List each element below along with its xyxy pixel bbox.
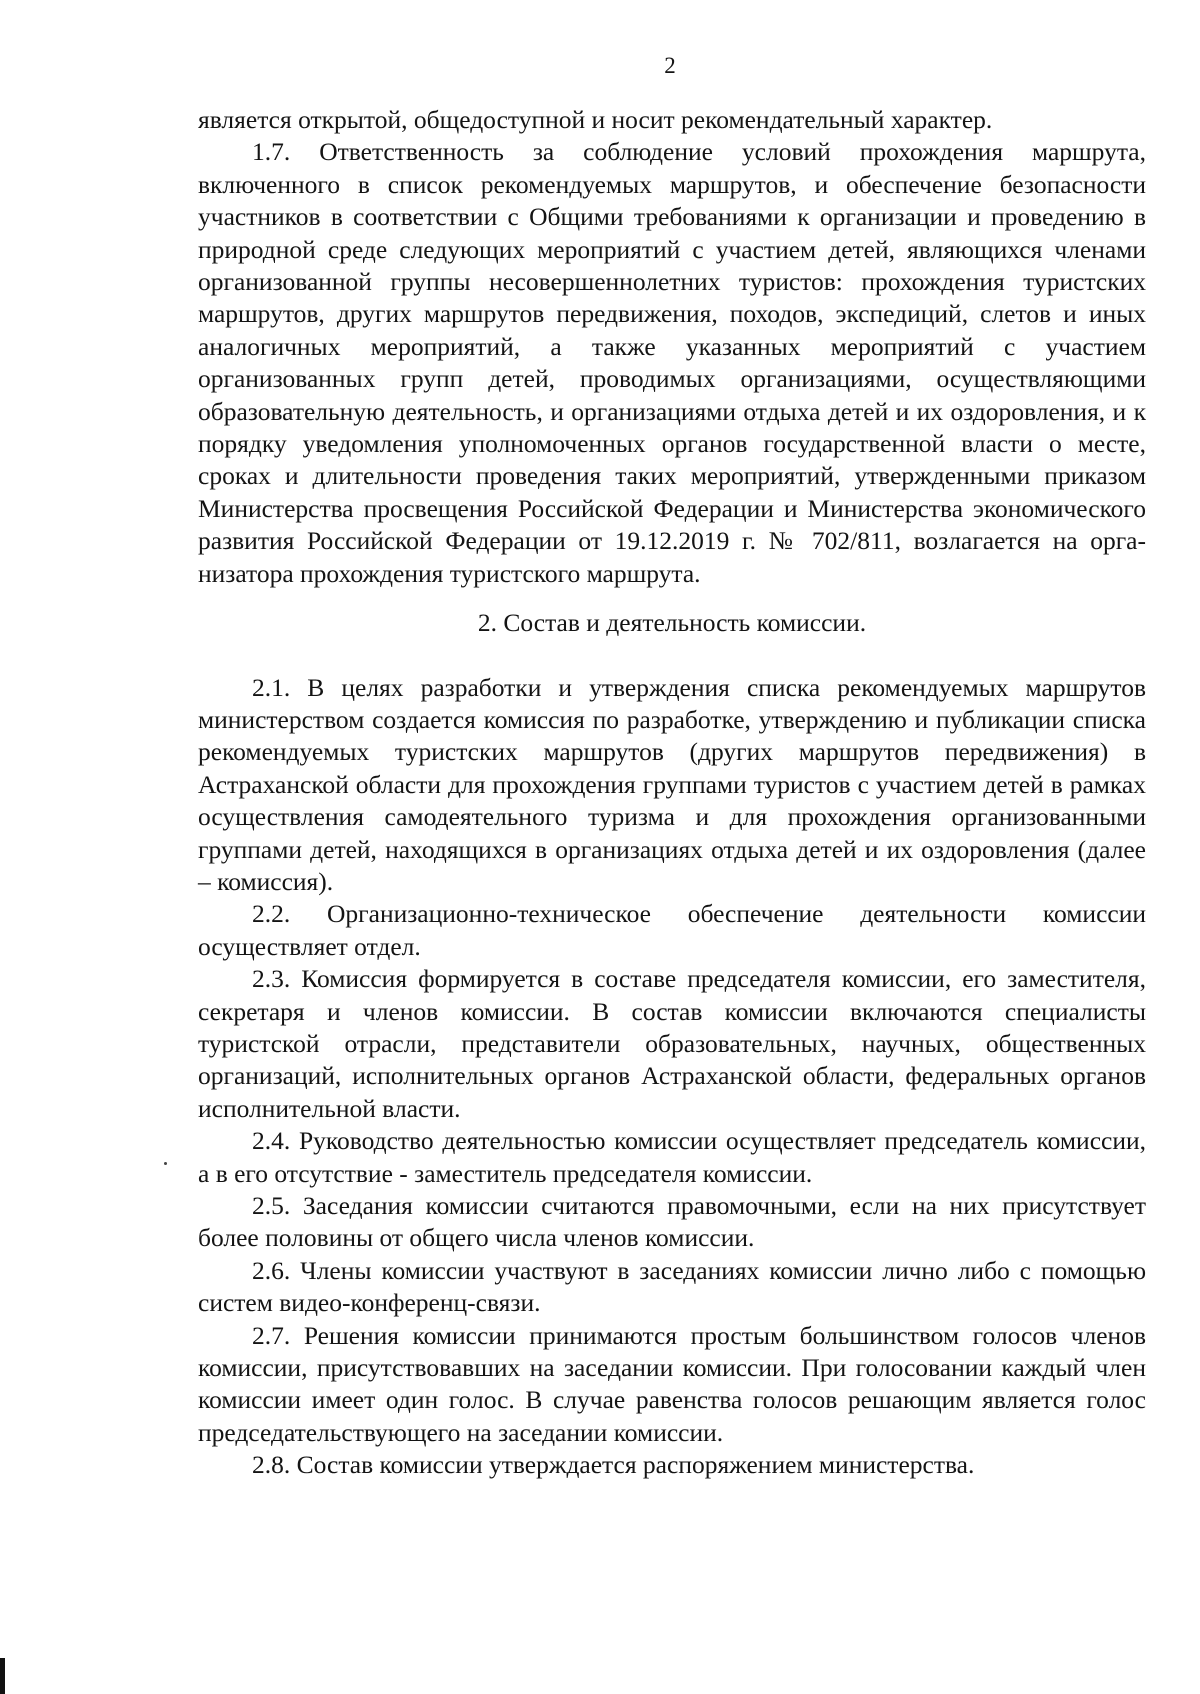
paragraph-2-5: 2.5. Заседания комиссии считаются правомочными, если на них присутствует более половины от общего числа членов комиссии. — [198, 1191, 1146, 1253]
section-heading: 2. Состав и деятельность комиссии. — [477, 608, 867, 638]
paragraph-2-7: 2.7. Решения комиссии принимаются простым большинством голосов членов комиссии, присутствовавших на заседании комиссии. При голосовании каждый член комиссии имеет один голос. В случае равенства голосов решающим является голос председательствующего на заседании комиссии. — [198, 1320, 1146, 1447]
paragraph-2-2: 2.2. Организационно-техническое обеспечение деятельности комиссии осуществляет отдел. — [198, 899, 1146, 961]
paragraph-2-6: 2.6. Члены комиссии участвуют в заседаниях комиссии лично либо с помощью систем видео-конференц-связи. — [198, 1255, 1146, 1318]
scan-speck — [164, 1162, 167, 1165]
document-body — [198, 104, 1146, 1482]
paragraph-2-3: 2.3. Комиссия формируется в составе председателя комиссии, его заместителя, секретаря и членов комиссии. В состав комиссии включаются специалисты туристской отрасли, представители образовательных, научных, общественных организаций, исполнительных органов Астраханской области, федеральных органов исполнительной власти. — [198, 964, 1146, 1123]
page-number: 2 — [664, 53, 676, 78]
paragraph-2-1: 2.1. В целях разработки и утверждения списка рекомендуемых маршрутов министерством создается комиссия по разработке, утверждению и публикации списка рекомендуемых туристских маршрутов (других маршрутов передвижения) в Астраханской области для прохождения группами туристов с участием детей в рамках осуществления самодеятельного туризма и для прохождения организованными группами детей, находящихся в организациях отдыха детей и их оздоровления (далее – комиссия). — [198, 672, 1146, 896]
paragraph-2-8: 2.8. Состав комиссии утверждается распоряжением министерства. — [252, 1450, 975, 1480]
paragraph-1-7: 1.7. Ответственность за соблюдение условий прохождения маршрута, включенного в список рекомендуемых маршрутов, и обеспечение безопасности участников в соответствии с Общими требованиями к организации и проведению в природной среде следующих мероприятий с участием детей, являющихся членами организованной группы несовершеннолетних туристов: прохождения туристских маршрутов, других маршрутов передвижения, походов, экспедиций, слетов и иных аналогичных мероприятий, а также указанных мероприятий с участием организованных групп детей, проводимых организациями, осуществляющими образовательную деятельность, и организациями отдыха детей и их оздоровления, и к порядку уведомления уполномоченных органов государственной власти о месте, сроках и длительности проведения таких мероприятий, утвержденными приказом Министерства просвещения Российской Федерации и Министерства экономического развития Российской Федерации от 19.12.2019 г. № 702/811, возлагается на организатора прохождения туристского маршрута. — [198, 137, 1146, 588]
scan-edge-mark — [0, 1658, 5, 1694]
paragraph-continuation: является открытой, общедоступной и носит рекомендательный характер. — [198, 105, 993, 134]
paragraph-2-4: 2.4. Руководство деятельностью комиссии осуществляет председатель комиссии, а в его отсутствие - заместитель председателя комиссии. — [198, 1126, 1146, 1188]
